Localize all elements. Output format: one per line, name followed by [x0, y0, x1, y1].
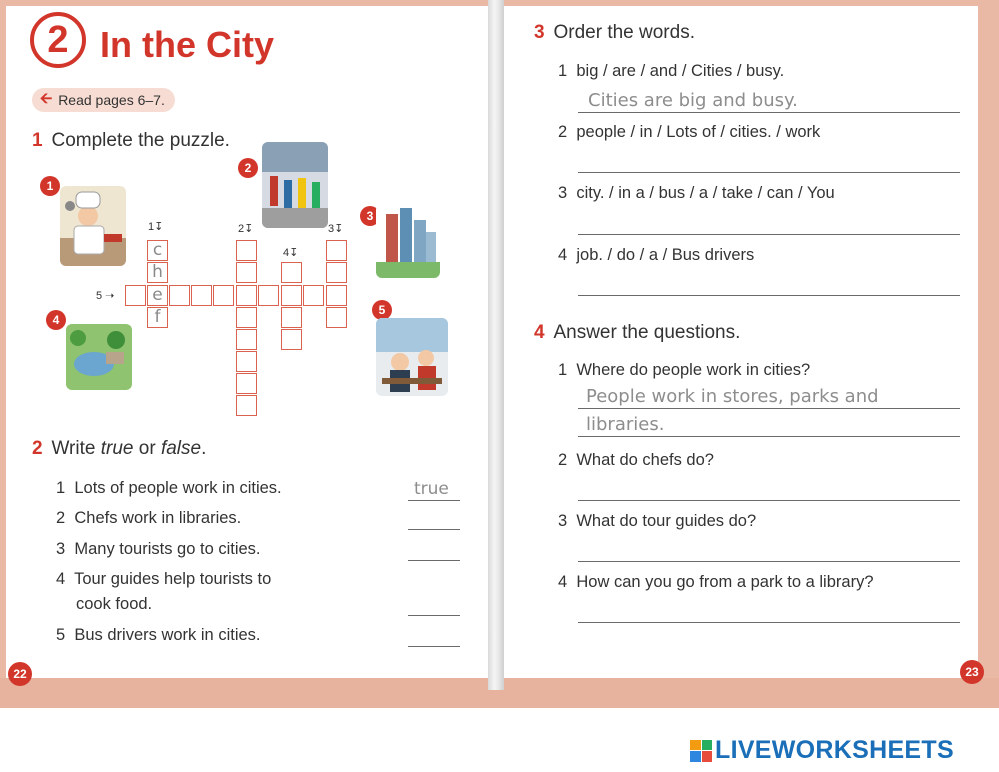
picture-label-2: 2: [238, 158, 258, 178]
question-answer-3[interactable]: [578, 561, 960, 562]
question-answer-4[interactable]: [578, 622, 960, 623]
liveworksheets-logo-icon: [690, 740, 712, 762]
read-pages-hint: [32, 88, 175, 112]
item-number: 1: [558, 62, 568, 80]
tf-answer-1[interactable]: true: [414, 479, 449, 499]
title-part-false: false: [160, 438, 202, 459]
item-number: 2: [558, 123, 568, 141]
question-answer-1-line1[interactable]: People work in stores, parks and: [586, 386, 879, 407]
clue-number: 5: [96, 290, 103, 302]
section-2-heading: [32, 438, 206, 460]
back-arrow-icon: 🡨: [40, 89, 53, 107]
crossword-cell[interactable]: [326, 262, 347, 283]
tf-answer-4[interactable]: [408, 615, 460, 616]
clue-number-1: 1↧: [148, 221, 164, 233]
answer-line: [578, 112, 960, 113]
clue-number: 4: [283, 247, 290, 259]
title-part: or: [133, 438, 161, 459]
question-answer-1-line2[interactable]: libraries.: [586, 414, 665, 435]
item-number: 1: [56, 479, 66, 497]
crossword-cell[interactable]: [258, 285, 279, 306]
crossword-cell[interactable]: [236, 373, 257, 394]
tf-answer-3[interactable]: [408, 560, 460, 561]
section-title: [51, 438, 206, 459]
brand-text: LIVEWORKSHEETS: [715, 736, 954, 764]
unit-title: In the City: [100, 24, 275, 65]
section-3-heading: [534, 22, 695, 44]
question-answer-2[interactable]: [578, 500, 960, 501]
tf-answer-5[interactable]: [408, 646, 460, 647]
order-item-4: [558, 246, 754, 265]
item-number: 5: [56, 626, 66, 644]
item-text: Chefs work in libraries.: [74, 509, 242, 527]
question-item-1: [558, 361, 810, 380]
clue-number: 1: [148, 221, 155, 233]
section-title: Complete the puzzle.: [51, 130, 230, 151]
section-number: 2: [32, 438, 43, 459]
answer-line: [578, 408, 960, 409]
answer-line: [408, 500, 460, 501]
crossword-cell[interactable]: [326, 240, 347, 261]
tf-item-3: [56, 540, 261, 559]
crossword-cell[interactable]: [281, 285, 302, 306]
item-number: 2: [558, 451, 568, 469]
crossword-cell[interactable]: [326, 307, 347, 328]
order-item-1: [558, 62, 784, 81]
crossword-cell[interactable]: [169, 285, 190, 306]
tf-item-4: [56, 570, 271, 589]
picture-label-5: 5: [372, 300, 392, 320]
clue-number: 2: [238, 223, 245, 235]
item-number: 3: [558, 512, 568, 530]
item-text: Where do people work in cities?: [576, 361, 811, 379]
picture-label-1: 1: [40, 176, 60, 196]
crossword-cell[interactable]: [213, 285, 234, 306]
crossword-cell[interactable]: f: [147, 307, 168, 328]
bus-driver-picture: [376, 318, 448, 396]
book-gutter: [488, 0, 504, 690]
clue-number-2: 2↧: [238, 223, 254, 235]
clue-number-5: 5 ➝: [96, 290, 115, 302]
unit-number: 2: [47, 18, 69, 61]
clue-number-3: 3↧: [328, 223, 344, 235]
item-text: Bus drivers work in cities.: [74, 626, 261, 644]
answer-line: [578, 436, 960, 437]
order-answer-4[interactable]: [578, 295, 960, 296]
item-text: Many tourists go to cities.: [74, 540, 261, 558]
read-hint-text: Read pages 6–7.: [58, 92, 165, 108]
section-title: Answer the questions.: [553, 322, 741, 343]
item-number: 3: [558, 184, 568, 202]
crossword-cell[interactable]: [236, 307, 257, 328]
park-picture: [66, 324, 132, 390]
crossword-cell[interactable]: [191, 285, 212, 306]
question-item-2: [558, 451, 714, 470]
crossword-cell[interactable]: [303, 285, 324, 306]
item-text: What do chefs do?: [576, 451, 714, 469]
item-number: 2: [56, 509, 66, 527]
crossword-cell[interactable]: [281, 329, 302, 350]
crossword-cell[interactable]: h: [147, 262, 168, 283]
order-answer-2[interactable]: [578, 172, 960, 173]
crossword-cell[interactable]: [236, 329, 257, 350]
tf-item-2: [56, 509, 241, 528]
page-number-right: 23: [960, 660, 984, 684]
tf-answer-2[interactable]: [408, 529, 460, 530]
section-4-heading: [534, 322, 740, 344]
picture-label-4: 4: [46, 310, 66, 330]
tf-item-1: [56, 479, 282, 498]
title-part: .: [201, 438, 207, 459]
tf-item-4-line2: cook food.: [76, 595, 153, 613]
city-buildings-picture: [376, 204, 440, 278]
liveworksheets-logo: [690, 736, 954, 765]
item-text: Tour guides help tourists to: [74, 570, 272, 588]
item-text: big / are / and / Cities / busy.: [576, 62, 785, 80]
item-text: What do tour guides do?: [576, 512, 757, 530]
section-number: 4: [534, 322, 545, 343]
item-text: city. / in a / bus / a / take / can / You: [576, 184, 835, 202]
section-title: Order the words.: [553, 22, 695, 43]
crossword-cell[interactable]: [236, 285, 257, 306]
page-number-left: 22: [8, 662, 32, 686]
section-1-heading: [32, 130, 230, 152]
crossword-cell[interactable]: [326, 285, 347, 306]
unit-number-badge: [30, 12, 86, 68]
title-part: Write: [51, 438, 101, 459]
crossword-cell[interactable]: [236, 262, 257, 283]
crossword-cell[interactable]: c: [147, 240, 168, 261]
clue-number: 3: [328, 223, 335, 235]
question-item-3: [558, 512, 756, 531]
tf-item-5: [56, 626, 261, 645]
clue-number-4: 4↧: [283, 247, 299, 259]
chef-picture: [60, 186, 126, 266]
crossword-cell[interactable]: [125, 285, 146, 306]
item-number: 3: [56, 540, 66, 558]
section-number: 3: [534, 22, 545, 43]
tourists-street-picture: [262, 142, 328, 228]
order-answer-1[interactable]: Cities are big and busy.: [588, 90, 798, 111]
crossword-cell[interactable]: [236, 395, 257, 416]
crossword-cell[interactable]: [281, 262, 302, 283]
crossword-cell[interactable]: [236, 240, 257, 261]
section-number: 1: [32, 130, 43, 151]
item-text: Lots of people work in cities.: [74, 479, 282, 497]
item-text: people / in / Lots of / cities. / work: [576, 123, 821, 141]
picture-label-3: 3: [360, 206, 380, 226]
item-number: 4: [558, 246, 568, 264]
crossword-cell[interactable]: [236, 351, 257, 372]
item-text: How can you go from a park to a library?: [576, 573, 874, 591]
order-answer-3[interactable]: [578, 234, 960, 235]
order-item-3: [558, 184, 835, 203]
order-item-2: [558, 123, 820, 142]
question-item-4: [558, 573, 874, 592]
item-number: 4: [56, 570, 66, 588]
crossword-cell[interactable]: e: [147, 285, 168, 306]
item-number: 1: [558, 361, 568, 379]
title-part-true: true: [100, 438, 134, 459]
crossword-cell[interactable]: [281, 307, 302, 328]
item-number: 4: [558, 573, 568, 591]
item-text: job. / do / a / Bus drivers: [576, 246, 755, 264]
